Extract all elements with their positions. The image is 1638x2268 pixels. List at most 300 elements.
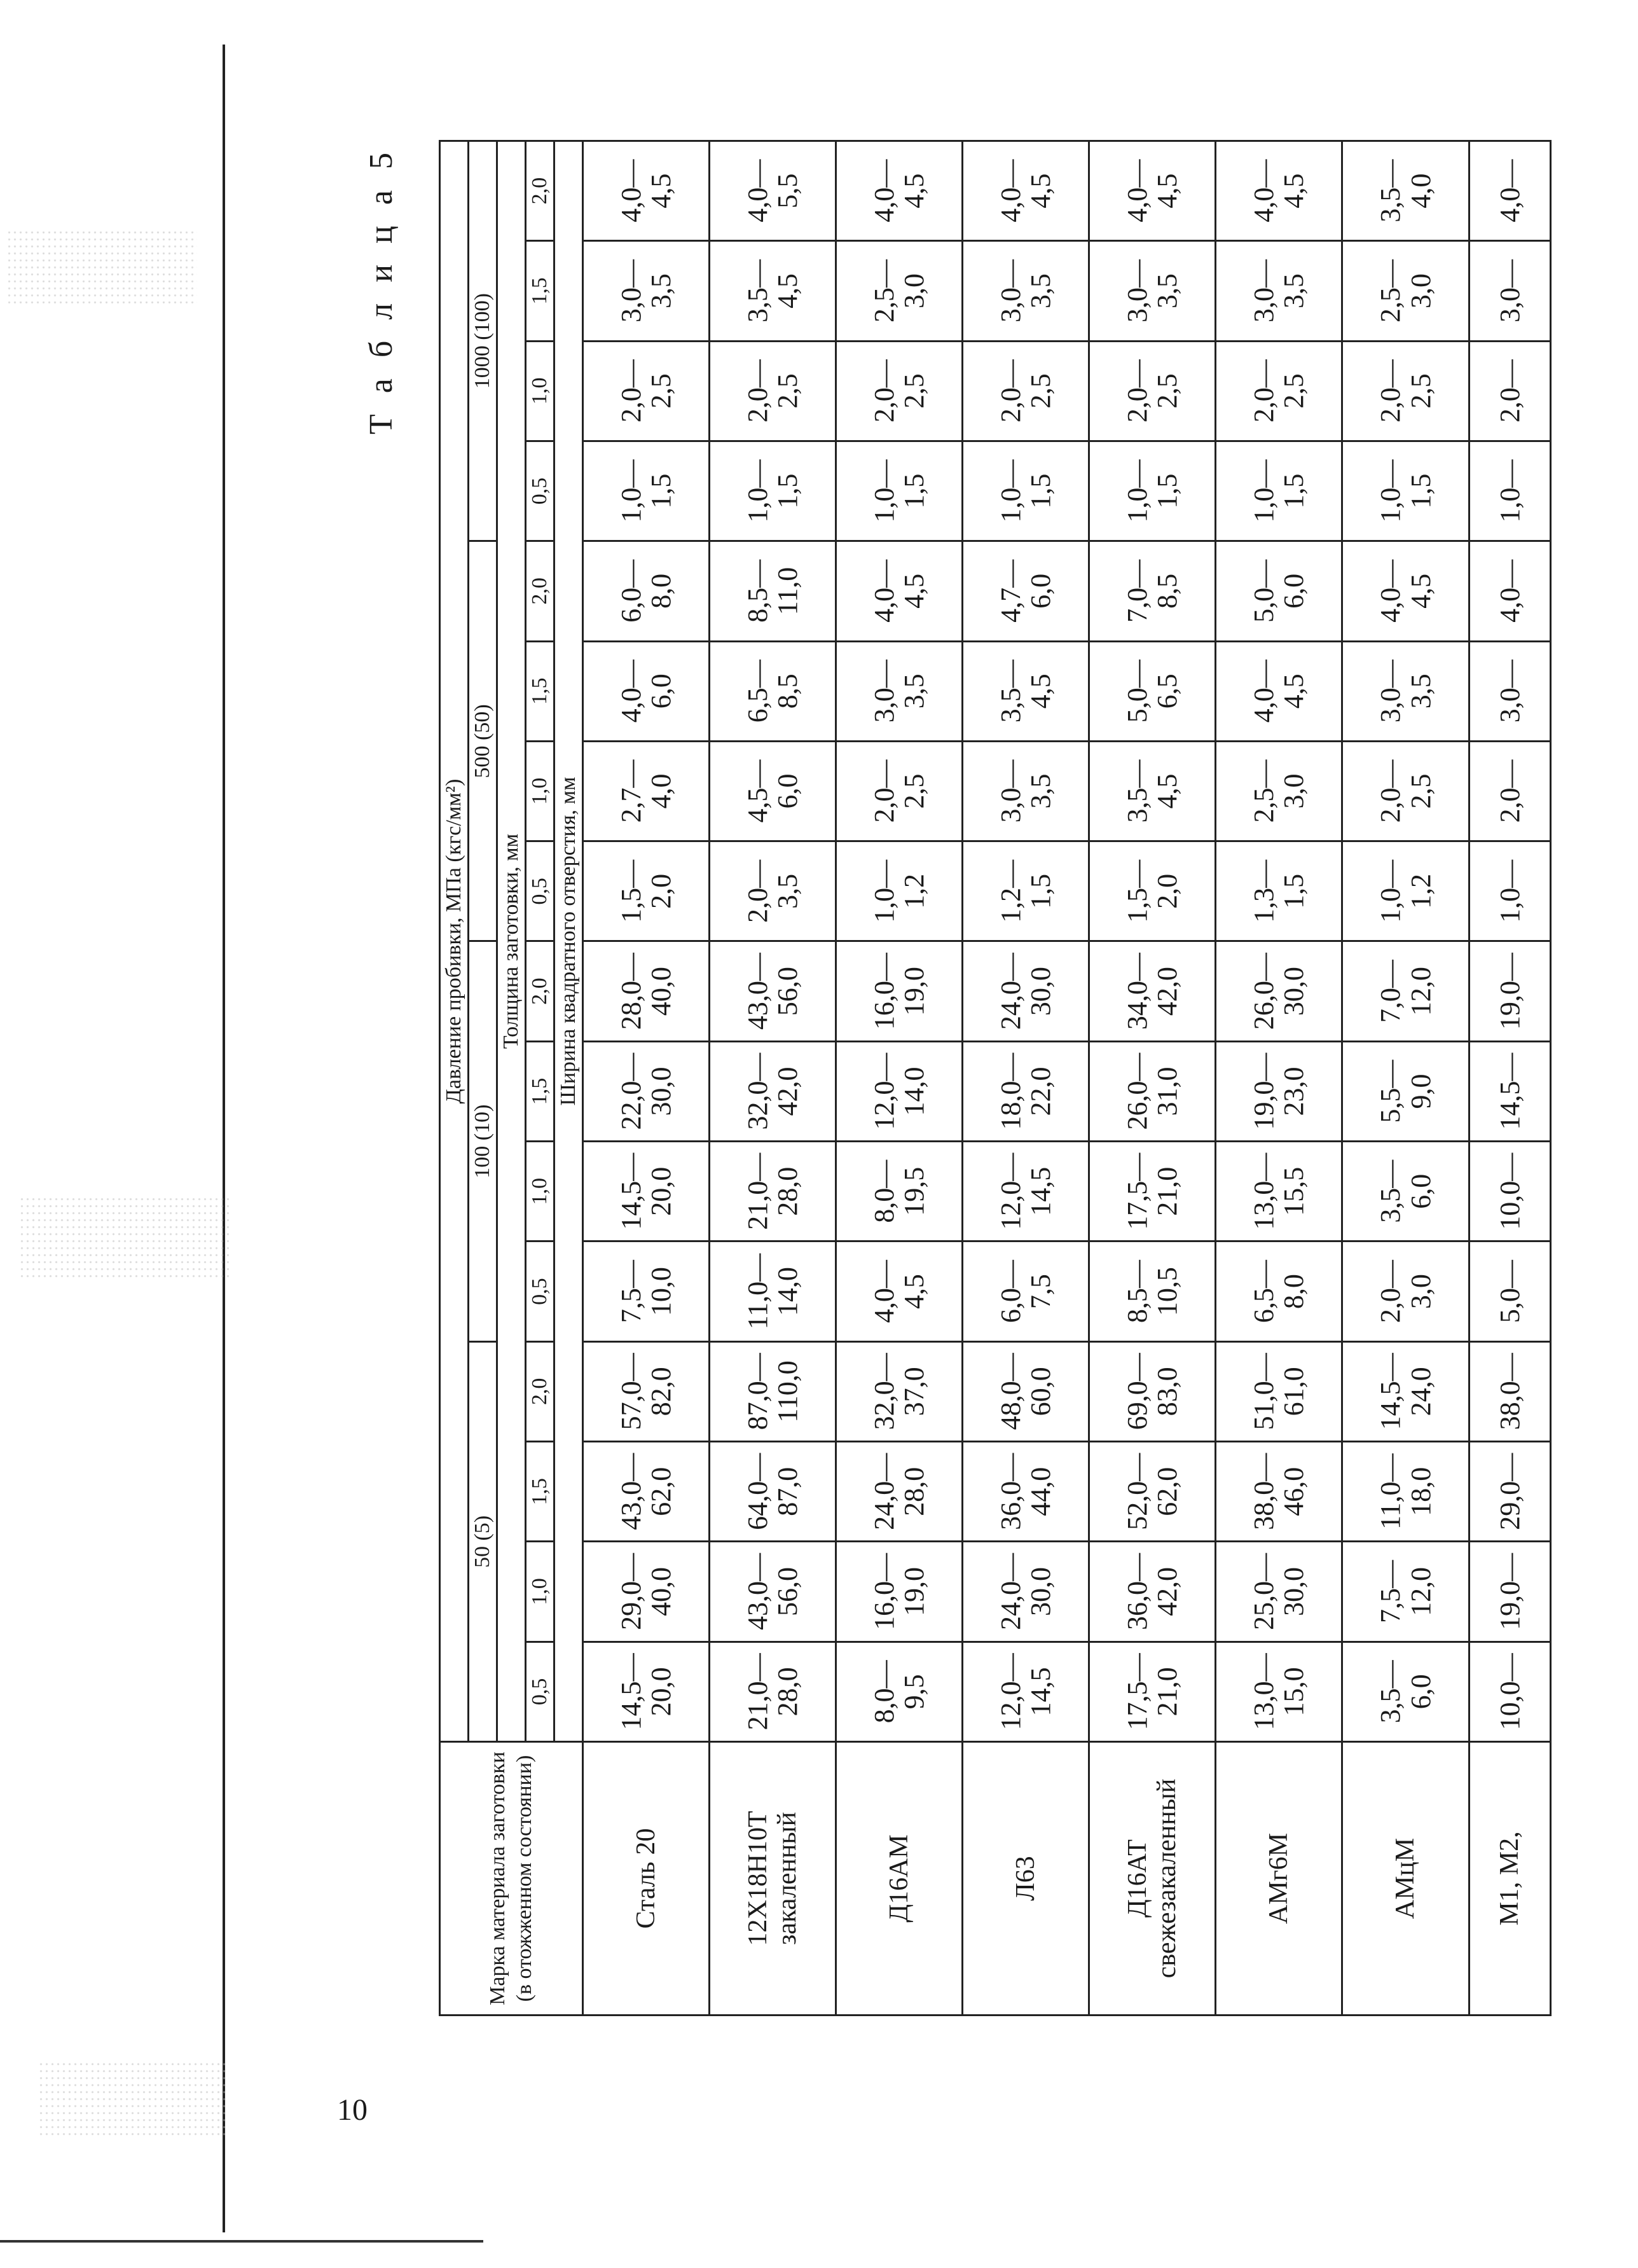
table-body [583,141,1551,2016]
range-min: 2,0— [1374,1260,1406,1324]
hole-width-range-cell [710,1542,836,1642]
range-max: 62,0 [1152,1467,1183,1516]
hole-width-range-cell [836,341,963,441]
hole-width-range-cell [710,1241,836,1341]
range-min: 2,0— [1248,359,1279,423]
range-min: 14,5— [1374,1353,1406,1430]
range-min: 2,0— [615,359,647,423]
range-min: 1,0— [1494,859,1525,923]
range-min: 43,0— [615,1453,647,1530]
pressure-level-header: 1000 (100) [469,141,497,541]
range-max: 56,0 [772,967,804,1016]
hole-width-range-cell [1089,241,1216,341]
range-max: 3,5 [898,674,930,709]
range-max: 110,0 [772,1360,804,1423]
thickness-value-header: 2,0 [526,941,554,1041]
scan-noise [19,1196,229,1278]
range-min: 4,7— [995,559,1026,623]
range-min: 1,2— [995,859,1026,923]
range-max: 6,0 [645,674,677,709]
hole-width-range-cell [1216,1341,1342,1441]
hole-width-range-cell [963,1442,1089,1542]
material-cell: Д16АТ свежезакаленный [1089,1742,1216,2016]
hole-width-range-cell [1469,441,1550,541]
thickness-value-header: 0,5 [526,441,554,541]
range-max: 4,5 [1278,674,1310,709]
material-cell: АМг6М [1216,1742,1342,2016]
table-row [583,141,710,2016]
hole-width-range-cell [1216,241,1342,341]
hole-width-range-cell [1342,141,1469,241]
range-min: 1,0— [868,459,900,523]
hole-width-range-cell [836,941,963,1041]
range-min: 2,0— [1374,359,1406,423]
range-min: 3,0— [995,759,1026,823]
hole-width-range-cell [1089,1341,1216,1441]
range-min: 6,0— [995,1260,1026,1324]
range-max: 9,5 [898,1674,930,1710]
hole-width-range-cell [1089,1542,1216,1642]
hole-width-range-cell [1469,841,1550,941]
hole-width-range-cell [1089,141,1216,241]
punching-pressure-table [439,140,1552,2016]
range-min: 12,0— [995,1152,1026,1230]
hole-width-range-cell [583,1442,710,1542]
hole-width-range-cell [1469,241,1550,341]
range-min: 4,0— [1374,559,1406,623]
hole-width-range-cell [1216,641,1342,741]
range-min: 19,0— [1494,1553,1525,1631]
hole-width-range-cell [583,441,710,541]
range-min: 4,0— [868,559,900,623]
range-max: 21,0 [1152,1166,1183,1216]
hole-width-range-cell [583,1642,710,1741]
hole-width-range-cell [963,1642,1089,1741]
range-min: 8,0— [868,1159,900,1223]
range-max: 1,5 [772,473,804,509]
range-min: 6,5— [741,660,773,723]
hole-width-range-cell [836,241,963,341]
hole-width-range-cell [710,441,836,541]
page-binding-line [223,45,225,2232]
range-max: 56,0 [772,1567,804,1617]
hole-width-range-cell [1089,1241,1216,1341]
range-max: 1,5 [1152,473,1183,509]
range-min: 3,0— [1494,660,1525,723]
thickness-value-header: 1,0 [526,1142,554,1241]
hole-width-range-cell [583,1041,710,1141]
hole-width-range-cell [836,1442,963,1542]
hole-width-range-cell [963,541,1089,641]
range-min: 3,0— [1374,660,1406,723]
range-max: 40,0 [645,967,677,1016]
hole-width-range-cell [963,641,1089,741]
range-max: 19,0 [898,1567,930,1617]
range-min: 14,5— [615,1653,647,1731]
range-min: 5,0— [1494,1260,1525,1324]
range-min: 2,0— [868,759,900,823]
range-min: 4,0— [1248,159,1279,223]
range-min: 14,5— [615,1152,647,1230]
range-min: 1,0— [1494,459,1525,523]
range-min: 4,0— [995,159,1026,223]
range-max: 62,0 [645,1467,677,1516]
hole-width-range-cell [710,1142,836,1241]
hole-width-range-cell [710,841,836,941]
hole-width-range-cell [1342,1142,1469,1241]
hole-width-range-cell [583,641,710,741]
hole-width-range-cell [710,1341,836,1441]
thickness-values-row [526,141,554,2016]
range-max: 3,0 [1405,273,1436,308]
hole-width-range-cell [963,1041,1089,1141]
material-cell: 12Х18Н10Т закаленный [710,1742,836,2016]
hole-width-range-cell [1342,241,1469,341]
range-max: 2,0 [645,873,677,909]
range-max: 4,5 [772,273,804,308]
hole-width-range-cell [1089,941,1216,1041]
table-row [1089,141,1216,2016]
range-max: 37,0 [898,1367,930,1416]
table-caption: Т а б л и ц а 5 [363,146,399,434]
range-min: 36,0— [1121,1553,1153,1631]
hole-width-range-cell [1216,541,1342,641]
hole-width-range-cell [1342,1442,1469,1542]
range-min: 5,5— [1374,1060,1406,1123]
hole-width-range-cell [1469,1542,1550,1642]
range-min: 3,5— [1374,1660,1406,1724]
hole-width-range-cell [1469,541,1550,641]
range-min: 17,5— [1121,1152,1153,1230]
range-max: 28,0 [898,1467,930,1516]
range-min: 1,0— [615,459,647,523]
range-min: 1,0— [741,459,773,523]
range-max: 82,0 [645,1367,677,1416]
rotated-table-container [362,140,1558,2016]
range-min: 8,5— [1121,1260,1153,1324]
thickness-value-header: 1,0 [526,341,554,441]
range-min: 2,0— [741,359,773,423]
range-max: 28,0 [772,1667,804,1717]
range-max: 3,5 [1025,273,1057,308]
hole-width-range-cell [710,741,836,841]
thickness-value-header: 2,0 [526,141,554,241]
range-min: 8,5— [741,559,773,623]
range-max: 20,0 [645,1667,677,1717]
range-min: 8,0— [868,1660,900,1724]
hole-width-range-cell [963,941,1089,1041]
hole-width-range-cell [963,1241,1089,1341]
material-header: Марка материала заготовки (в отожженном состоянии) [440,1742,583,2016]
range-max: 4,5 [1278,173,1310,209]
hole-width-range-cell [1216,1542,1342,1642]
range-max: 22,0 [1025,1067,1057,1116]
hole-width-range-cell [836,141,963,241]
range-max: 42,0 [1152,1567,1183,1617]
hole-width-range-cell [836,741,963,841]
range-min: 2,0— [1494,359,1525,423]
hole-width-range-cell [1089,1142,1216,1241]
range-max: 4,5 [1152,173,1183,209]
range-min: 4,0— [868,159,900,223]
range-max: 6,0 [772,773,804,809]
range-max: 2,5 [1025,373,1057,409]
scan-noise [6,229,197,305]
range-min: 51,0— [1248,1353,1279,1430]
range-min: 69,0— [1121,1353,1153,1430]
range-max: 30,0 [645,1067,677,1116]
hole-width-range-cell [1342,641,1469,741]
range-max: 2,5 [1405,773,1436,809]
range-min: 3,0— [1121,259,1153,322]
material-cell: Сталь 20 [583,1742,710,2016]
range-max: 3,5 [1152,273,1183,308]
thickness-value-header: 1,5 [526,241,554,341]
range-min: 2,0— [995,359,1026,423]
hole-width-range-cell [1089,1642,1216,1741]
range-min: 17,5— [1121,1653,1153,1731]
range-min: 26,0— [1248,953,1279,1030]
hole-width-range-cell [583,941,710,1041]
range-min: 3,5— [995,660,1026,723]
range-min: 1,0— [868,859,900,923]
range-min: 19,0— [1494,953,1525,1030]
range-max: 3,5 [645,273,677,308]
range-max: 20,0 [645,1166,677,1216]
hole-width-range-cell [710,1642,836,1741]
range-max: 30,0 [1278,1567,1310,1617]
range-min: 3,0— [995,259,1026,322]
hole-width-range-cell [1469,141,1550,241]
hole-width-range-cell [1089,441,1216,541]
hole-width-range-cell [1089,741,1216,841]
hole-width-range-cell [963,1341,1089,1441]
range-min: 5,0— [1248,559,1279,623]
range-min: 6,0— [615,559,647,623]
range-max: 6,0 [1405,1674,1436,1710]
table-row [1216,141,1342,2016]
hole-width-range-cell [1469,1241,1550,1341]
thickness-value-header: 1,5 [526,1442,554,1542]
range-min: 57,0— [615,1353,647,1430]
range-max: 3,5 [1278,273,1310,308]
hole-width-range-cell [1216,841,1342,941]
range-min: 2,0— [1121,359,1153,423]
table-row [836,141,963,2016]
range-min: 4,5— [741,759,773,823]
hole-width-range-cell [963,341,1089,441]
range-max: 2,5 [898,373,930,409]
hole-width-header: Ширина квадратного отверстия, мм [554,141,583,1742]
range-max: 1,5 [645,473,677,509]
range-max: 30,0 [1278,967,1310,1016]
range-min: 36,0— [995,1453,1026,1530]
range-min: 21,0— [741,1152,773,1230]
thickness-header: Толщина заготовки, мм [497,141,526,1742]
range-max: 7,5 [1025,1274,1057,1310]
hole-width-range-cell [1342,1642,1469,1741]
range-max: 12,0 [1405,967,1436,1016]
range-max: 3,5 [772,873,804,909]
pressure-header: Давление пробивки, МПа (кгс/мм²) [440,141,469,1742]
range-min: 2,0— [1374,759,1406,823]
range-min: 29,0— [615,1553,647,1631]
hole-width-range-cell [1469,341,1550,441]
range-max: 10,0 [645,1267,677,1317]
range-max: 4,0 [1405,173,1436,209]
range-min: 4,0— [1248,660,1279,723]
range-min: 34,0— [1121,953,1153,1030]
hole-width-range-cell [583,1341,710,1441]
hole-width-range-cell [710,141,836,241]
hole-width-range-cell [1469,641,1550,741]
range-min: 10,0— [1494,1653,1525,1731]
range-max: 42,0 [772,1067,804,1116]
hole-width-range-cell [1469,1642,1550,1741]
range-min: 7,0— [1121,559,1153,623]
hole-width-range-cell [836,1041,963,1141]
range-min: 12,0— [995,1653,1026,1731]
range-min: 4,0— [1121,159,1153,223]
range-max: 4,5 [645,173,677,209]
hole-width-range-cell [1469,941,1550,1041]
range-max: 60,0 [1025,1367,1057,1416]
hole-width-range-cell [1469,741,1550,841]
thickness-value-header: 1,0 [526,1542,554,1642]
range-max: 19,5 [898,1166,930,1216]
hole-width-range-cell [1342,1542,1469,1642]
range-max: 10,5 [1152,1267,1183,1317]
range-max: 4,5 [1405,573,1436,609]
range-max: 28,0 [772,1166,804,1216]
hole-width-range-cell [1216,1041,1342,1141]
range-min: 4,0— [1494,559,1525,623]
hole-width-range-cell [583,341,710,441]
range-max: 6,0 [1405,1173,1436,1209]
range-max: 3,0 [1405,1274,1436,1310]
hole-width-range-cell [836,1142,963,1241]
thickness-value-header: 2,0 [526,1341,554,1441]
material-cell: АМцМ [1342,1742,1469,2016]
range-min: 13,0— [1248,1152,1279,1230]
hole-width-range-cell [963,1142,1089,1241]
table-row [1342,141,1469,2016]
hole-width-range-cell [1216,1642,1342,1741]
range-min: 4,0— [741,159,773,223]
material-cell: Л63 [963,1742,1089,2016]
range-min: 7,5— [615,1260,647,1324]
hole-width-range-cell [836,1341,963,1441]
range-min: 4,0— [868,1260,900,1324]
hole-width-range-cell [583,741,710,841]
range-max: 2,5 [772,373,804,409]
range-min: 2,5— [1248,759,1279,823]
range-max: 18,0 [1405,1467,1436,1516]
range-min: 16,0— [868,953,900,1030]
hole-width-range-cell [1089,341,1216,441]
hole-width-range-cell [710,1041,836,1141]
hole-width-range-cell [1342,941,1469,1041]
hole-width-range-cell [583,541,710,641]
range-max: 4,5 [898,573,930,609]
range-max: 1,5 [1405,473,1436,509]
range-min: 24,0— [995,1553,1026,1631]
range-min: 2,0— [868,359,900,423]
hole-width-range-cell [836,1542,963,1642]
thickness-value-header: 1,5 [526,641,554,741]
range-max: 14,5 [1025,1667,1057,1717]
range-max: 1,5 [1278,873,1310,909]
range-min: 1,3— [1248,859,1279,923]
hole-width-range-cell [963,841,1089,941]
range-min: 43,0— [741,1553,773,1631]
range-max: 14,0 [898,1067,930,1116]
range-max: 2,0 [1152,873,1183,909]
range-min: 25,0— [1248,1553,1279,1631]
hole-width-range-cell [1342,1241,1469,1341]
range-min: 52,0— [1121,1453,1153,1530]
range-min: 43,0— [741,953,773,1030]
hole-width-range-cell [1342,441,1469,541]
range-min: 2,7— [615,759,647,823]
range-max: 3,5 [1405,674,1436,709]
range-max: 42,0 [1152,967,1183,1016]
range-max: 3,5 [1025,773,1057,809]
range-min: 14,5— [1494,1053,1525,1130]
thickness-value-header: 0,5 [526,1642,554,1741]
hole-width-range-cell [1469,1442,1550,1542]
range-max: 44,0 [1025,1467,1057,1516]
pressure-level-header: 50 (5) [469,1341,497,1741]
hole-width-range-cell [1216,741,1342,841]
hole-width-range-cell [836,441,963,541]
range-min: 10,0— [1494,1152,1525,1230]
range-max: 6,5 [1152,674,1183,709]
range-min: 1,5— [1121,859,1153,923]
range-max: 4,5 [1025,173,1057,209]
range-max: 2,5 [645,373,677,409]
hole-width-range-cell [1089,541,1216,641]
range-max: 3,0 [898,273,930,308]
range-max: 40,0 [645,1567,677,1617]
range-min: 48,0— [995,1353,1026,1430]
range-max: 11,0 [772,567,804,616]
range-max: 23,0 [1278,1067,1310,1116]
hole-width-range-cell [1216,1442,1342,1542]
hole-width-range-cell [1216,141,1342,241]
range-max: 1,5 [898,473,930,509]
range-min: 3,5— [741,259,773,322]
hole-width-range-cell [1216,941,1342,1041]
range-max: 1,2 [1405,873,1436,909]
hole-width-range-cell [1469,1041,1550,1141]
hole-width-range-cell [710,241,836,341]
range-min: 2,0— [741,859,773,923]
hole-width-range-cell [836,1642,963,1741]
range-min: 3,5— [1374,159,1406,223]
range-max: 19,0 [898,967,930,1016]
range-max: 4,5 [1152,773,1183,809]
table-row [963,141,1089,2016]
hole-width-range-cell [583,841,710,941]
range-max: 1,5 [1025,473,1057,509]
thickness-value-header: 1,0 [526,741,554,841]
range-min: 1,0— [1374,459,1406,523]
range-max: 8,0 [1278,1274,1310,1310]
hole-width-range-cell [583,1142,710,1241]
hole-width-range-cell [1089,641,1216,741]
range-max: 14,5 [1025,1166,1057,1216]
